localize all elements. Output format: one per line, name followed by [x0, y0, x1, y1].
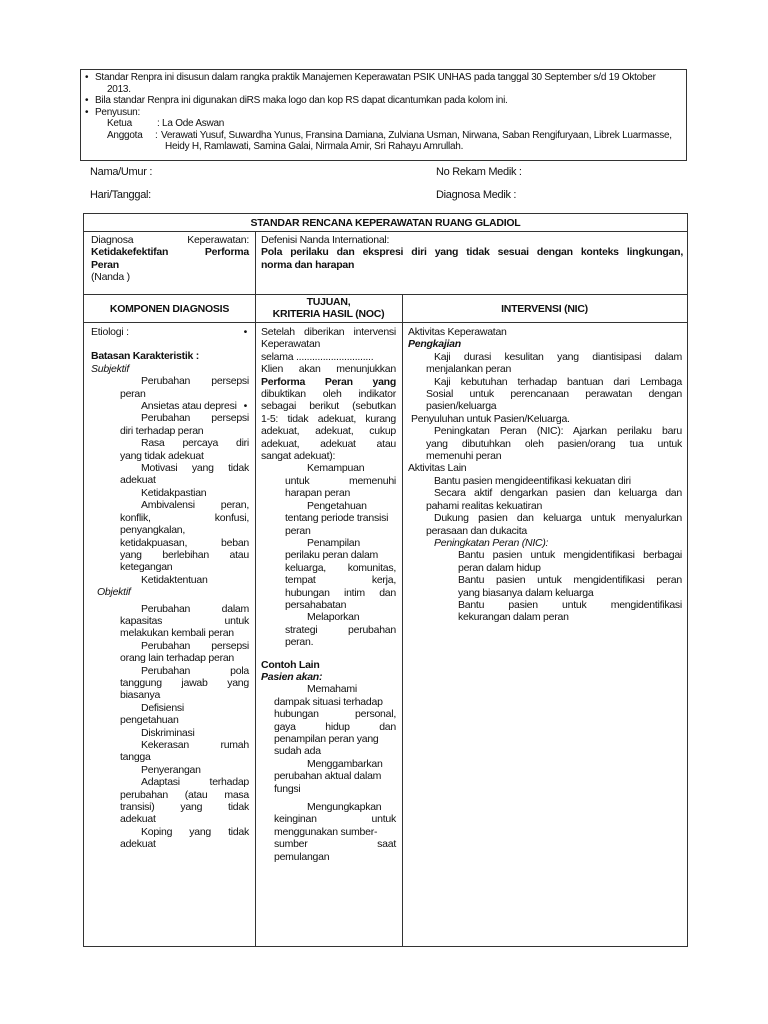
list-item: harapan peran [285, 487, 351, 500]
list-item: penampilan peran yang [274, 733, 379, 745]
list-item: yang biasanya dalam keluarga [458, 586, 594, 599]
diagnosis-label: Diagnosa Keperawatan: [91, 234, 249, 246]
list-item: perilaku peran dalam [285, 549, 379, 562]
list-item: Bantu pasien untuk mengidentifikasi [458, 598, 682, 611]
list-item: Kemampuan [307, 462, 365, 475]
list-item: Defisiensi [141, 701, 185, 714]
header-tujuan-line2: KRITERIA HASIL (NOC) [272, 308, 385, 321]
definition-label: Defenisi Nanda International: [261, 234, 390, 246]
list-item: Kekerasan rumah [141, 739, 249, 751]
komponen-column [91, 326, 249, 851]
noc-statement: sangat adekuat): [261, 450, 336, 463]
list-item: Perubahan persepsi [141, 412, 249, 425]
list-item: Perubahan dalam [141, 602, 249, 615]
list-item: adekuat [120, 813, 156, 826]
peningkatan-peran-label: Peningkatan Peran (NIC): [434, 536, 549, 549]
noc-statement [261, 376, 396, 388]
noc-statement: Klien akan menunjukkan [261, 363, 396, 376]
col-divider [255, 231, 256, 947]
list-item: Ansietas atau depresi [141, 400, 237, 413]
header-tujuan [255, 296, 402, 321]
intervensi-column [408, 326, 682, 624]
list-item: tempat kerja, [285, 574, 396, 587]
noc-outcome-name: Performa Peran yang [261, 375, 396, 388]
row-divider [84, 294, 687, 295]
info-note-2 [85, 95, 682, 107]
list-item: Diskriminasi [141, 726, 195, 739]
noc-statement: adekuat, adekuat atau [261, 437, 396, 450]
bullet-mark: • [243, 326, 247, 338]
diagnosa-medik-label: Diagnosa Medik : [436, 189, 517, 201]
diagnosis-source: (Nanda ) [91, 271, 130, 284]
list-item: orang lain terhadap peran [120, 652, 235, 665]
list-item: fungsi [274, 782, 301, 795]
list-item: Menggambarkan [307, 757, 383, 770]
care-plan-table [83, 213, 688, 947]
list-item: dampak situasi terhadap [274, 695, 383, 708]
list-item: adekuat [120, 474, 156, 487]
list-item: peran [285, 524, 311, 537]
pengkajian-label: Pengkajian [408, 338, 461, 351]
no-rekam-medik-label: No Rekam Medik : [436, 166, 522, 178]
list-item: gaya hidup dan [274, 720, 396, 733]
list-item: tanggung jawab yang [120, 676, 249, 689]
noc-statement: adekuat, adekuat, cukup [261, 425, 396, 438]
list-item: hubungan personal, [274, 708, 396, 721]
noc-intro: Keperawatan [261, 338, 321, 351]
noc-intro: Setelah diberikan intervensi [261, 326, 396, 338]
list-item: Rasa percaya diri [141, 437, 249, 450]
list-item: pengetahuan [120, 714, 179, 727]
list-item: yang dibutuhkan oleh pasien/orang tua untuk [426, 437, 682, 450]
list-item: Motivasi yang tidak [141, 462, 249, 475]
list-item: menjalankan peran [426, 363, 512, 376]
list-item: konflik, konfusi, [120, 511, 249, 524]
list-item: untuk memenuhi [285, 474, 396, 487]
list-item: yang tidak adekuat [120, 449, 204, 462]
list-item: Bantu pasien untuk mengidentifikasi berbagai [458, 549, 682, 562]
info-note-1-cont: 2013. [107, 83, 131, 95]
tujuan-column [261, 326, 396, 863]
list-item: penyangkalan, [120, 524, 186, 537]
list-item: kapasitas untuk [120, 614, 249, 627]
aktivitas-keperawatan-label: Aktivitas Keperawatan [408, 326, 507, 338]
list-item: Penampilan [307, 536, 360, 549]
row-divider [84, 322, 687, 323]
list-item: Memahami [307, 683, 357, 696]
list-item: kekurangan dalam peran [458, 611, 569, 624]
header-komponen: KOMPONEN DIAGNOSIS [109, 303, 230, 315]
pasien-akan-label: Pasien akan: [261, 670, 323, 683]
list-item: sudah ada [274, 745, 321, 758]
list-item: ketidakpuasan, beban [120, 536, 249, 549]
diagnosis-name-cont: Peran [91, 258, 119, 271]
etiologi-row [91, 326, 249, 338]
list-item: tangga [120, 751, 151, 764]
anggota-colon: : [155, 129, 158, 141]
definition-text: Pola perilaku dan ekspresi diri yang tidak sesuai dengan konteks lingkungan, [261, 246, 683, 259]
definition-text-cont: norma dan harapan [261, 258, 355, 271]
bullet-mark: • [243, 400, 247, 412]
list-item: persahabatan [285, 598, 347, 611]
list-item: perasaan dan dukacita [426, 524, 527, 537]
list-item: hubungan intim dan [285, 586, 396, 599]
list-item: Peningkatan Peran (NIC): Ajarkan perilaku baru [434, 425, 682, 438]
list-item: memenuhi peran [426, 450, 502, 463]
objektif-label: Objektif [97, 586, 131, 599]
list-item: Secara aktif dengarkan pasien dan keluarga dan [434, 487, 682, 500]
header-tujuan-line1: TUJUAN, [306, 296, 351, 308]
list-item: Penyerangan [141, 763, 201, 776]
row-divider [84, 231, 687, 232]
anggota-label: Anggota [107, 129, 143, 141]
penyuluhan-label: Penyuluhan untuk Pasien/Keluarga. [411, 412, 570, 425]
list-item: Dukung pasien dan keluarga untuk menyalurkan [434, 512, 682, 525]
list-item: Ambivalensi peran, [141, 499, 249, 512]
list-item: Perubahan persepsi [141, 639, 249, 652]
definition-cell [261, 234, 683, 271]
info-anggota-row-2: Heidy H, Ramlawati, Samina Galai, Nirmala Amir, Sri Rahayu Amrullah. [165, 141, 464, 152]
list-item: biasanya [120, 689, 161, 702]
hari-tanggal-label: Hari/Tanggal: [90, 189, 151, 201]
list-item: Koping yang tidak [141, 825, 249, 838]
list-item: keluarga, komunitas, [285, 561, 396, 574]
list-item: Bantu pasien mengideentifikasi kekuatan diri [434, 474, 631, 487]
list-item: keinginan untuk [274, 813, 396, 826]
list-item: Kaji kebutuhan terhadap bantuan dari Lembaga [434, 375, 682, 388]
subjektif-label: Subjektif [91, 362, 130, 375]
nama-umur-label: Nama/Umur : [90, 166, 153, 178]
info-note-1-text: Standar Renpra ini disusun dalam rangka praktik Manajemen Keperawatan PSIK UNHAS pada tanggal 30 September s/d 19 Oktober [95, 72, 656, 83]
info-penyusun-label: Penyusun: [95, 106, 141, 118]
list-item: perubahan aktual dalam [274, 770, 382, 783]
noc-statement: sebagai berikut (sebutkan [261, 400, 396, 413]
list-item: melakukan kembali peran [120, 627, 234, 640]
list-item: tentang periode transisi [285, 512, 389, 525]
list-item: strategi perubahan [285, 623, 396, 636]
etiologi-label: Etiologi : [91, 326, 129, 338]
list-item: ketegangan [120, 561, 173, 574]
noc-intro: selama ............................. [261, 350, 374, 363]
info-anggota-row [85, 130, 682, 142]
list-item: Pengetahuan [307, 499, 367, 512]
list-item: pemulangan [274, 850, 330, 863]
list-item: Mengungkapkan [307, 801, 382, 814]
list-item: adekuat [120, 838, 156, 851]
anggota-names: Verawati Yusuf, Suwardha Yunus, Fransina Damiana, Zulviana Usman, Nirwana, Saban Rengifuryaan, Librek Luarmasse, [161, 129, 672, 141]
list-item: Ketidakpastian [141, 486, 207, 499]
diagnosis-cell [91, 234, 249, 284]
info-note-2-text: Bila standar Renpra ini digunakan diRS maka logo dan kop RS dapat dicantumkan pada kolom ini. [95, 95, 508, 106]
list-item: Perubahan persepsi [141, 375, 249, 388]
info-note-1 [85, 72, 682, 84]
aktivitas-lain-label: Aktivitas Lain [408, 462, 467, 475]
list-item: pasien/keluarga [426, 400, 497, 413]
diagnosis-name: Ketidakefektifan Performa [91, 246, 249, 259]
list-item: peran [120, 387, 146, 400]
table-title: STANDAR RENCANA KEPERAWATAN RUANG GLADIOL [250, 217, 521, 229]
noc-statement: dibuktikan oleh indikator [261, 388, 396, 401]
list-item: yang berlebihan atau [120, 548, 249, 561]
col-divider [402, 294, 403, 947]
list-item: Melaporkan [307, 611, 360, 624]
list-item: Adaptasi terhadap [141, 776, 249, 789]
list-item: Perubahan pola [141, 664, 249, 677]
ketua-name: : La Ode Aswan [157, 118, 225, 129]
ketua-label: Ketua [107, 118, 132, 129]
noc-statement: 1-5: tidak adekuat, kurang [261, 412, 396, 425]
list-item: transisi) yang tidak [120, 801, 249, 814]
list-item: Ketidaktentuan [141, 573, 208, 586]
list-item: diri terhadap peran [120, 424, 204, 437]
header-intervensi: INTERVENSI (NIC) [501, 303, 588, 315]
list-item: Sosial untuk perencanaan perawatan dengan [426, 388, 682, 401]
list-item: Kaji durasi kesulitan yang diantisipasi dalam [434, 350, 682, 363]
list-item: peran dalam hidup [458, 561, 541, 574]
list-item: peran. [285, 636, 314, 649]
list-item: sumber saat [274, 838, 396, 851]
list-item: pahami realitas kekuatiran [426, 499, 543, 512]
batasan-label: Batasan Karakteristik : [91, 350, 200, 363]
info-ketua-row [85, 118, 682, 130]
contoh-lain-label: Contoh Lain [261, 658, 320, 671]
info-penyusun [85, 107, 682, 119]
list-item: Bantu pasien untuk mengidentifikasi peran [458, 574, 682, 587]
list-item: perubahan (atau masa [120, 788, 249, 801]
list-item: menggunakan sumber- [274, 825, 378, 838]
info-box [80, 69, 687, 161]
